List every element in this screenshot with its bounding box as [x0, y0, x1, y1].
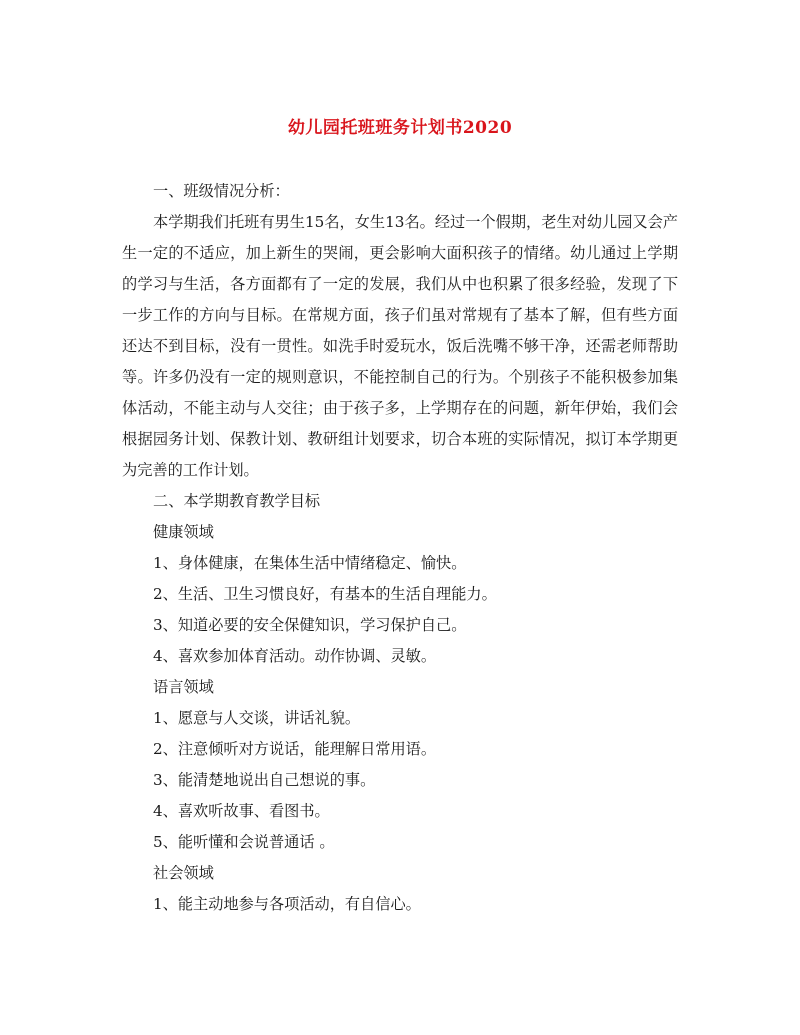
document-title: 幼儿园托班班务计划书2020 [287, 118, 513, 138]
section-heading: 二、本学期教育教学目标 [153, 492, 321, 510]
subsection-heading: 健康领域 [153, 523, 214, 541]
list-item: 1、愿意与人交谈，讲话礼貌。 [153, 709, 361, 727]
list-item: 2、注意倾听对方说话，能理解日常用语。 [153, 740, 437, 758]
list-item: 4、喜欢听故事、看图书。 [153, 802, 330, 820]
list-item: 3、知道必要的安全保健知识，学习保护自己。 [153, 616, 467, 634]
list-item: 1、能主动地参与各项活动，有自信心。 [153, 895, 421, 913]
list-item: 5、能听懂和会说普通话 。 [153, 833, 335, 851]
list-item: 2、生活、卫生习惯良好，有基本的生活自理能力。 [153, 585, 497, 603]
subsection-heading: 社会领域 [153, 864, 214, 882]
subsection-heading: 语言领域 [153, 678, 214, 696]
document-body [122, 176, 678, 920]
body-paragraph: 本学期我们托班有男生15名，女生13名。经过一个假期，老生对幼儿园又会产生一定的不适应，加上新生的哭闹，更会影响大面积孩子的情绪。幼儿通过上学期的学习与生活，各方面都有了一定的发展，我们从中也积累了很多经验，发现了下一步工作的方向与目标。在常规方面，孩子们虽对常规有了基本了解，但有些方面还达不到目标，没有一贯性。如洗手时爱玩水，饭后洗嘴不够干净，还需老师帮助等。许多仍没有一定的规则意识，不能控制自己的行为。个别孩子不能积极参加集体活动，不能主动与人交往；由于孩子多，上学期存在的问题，新年伊始，我们会根据园务计划、保教计划、教研组计划要求，切合本班的实际情况，拟订本学期更为完善的工作计划。 [122, 213, 678, 479]
list-item: 4、喜欢参加体育活动。动作协调、灵敏。 [153, 647, 437, 665]
section-heading: 一、班级情况分析： [153, 182, 290, 200]
list-item: 1、身体健康，在集体生活中情绪稳定、愉快。 [153, 554, 467, 572]
list-item: 3、能清楚地说出自己想说的事。 [153, 771, 376, 789]
